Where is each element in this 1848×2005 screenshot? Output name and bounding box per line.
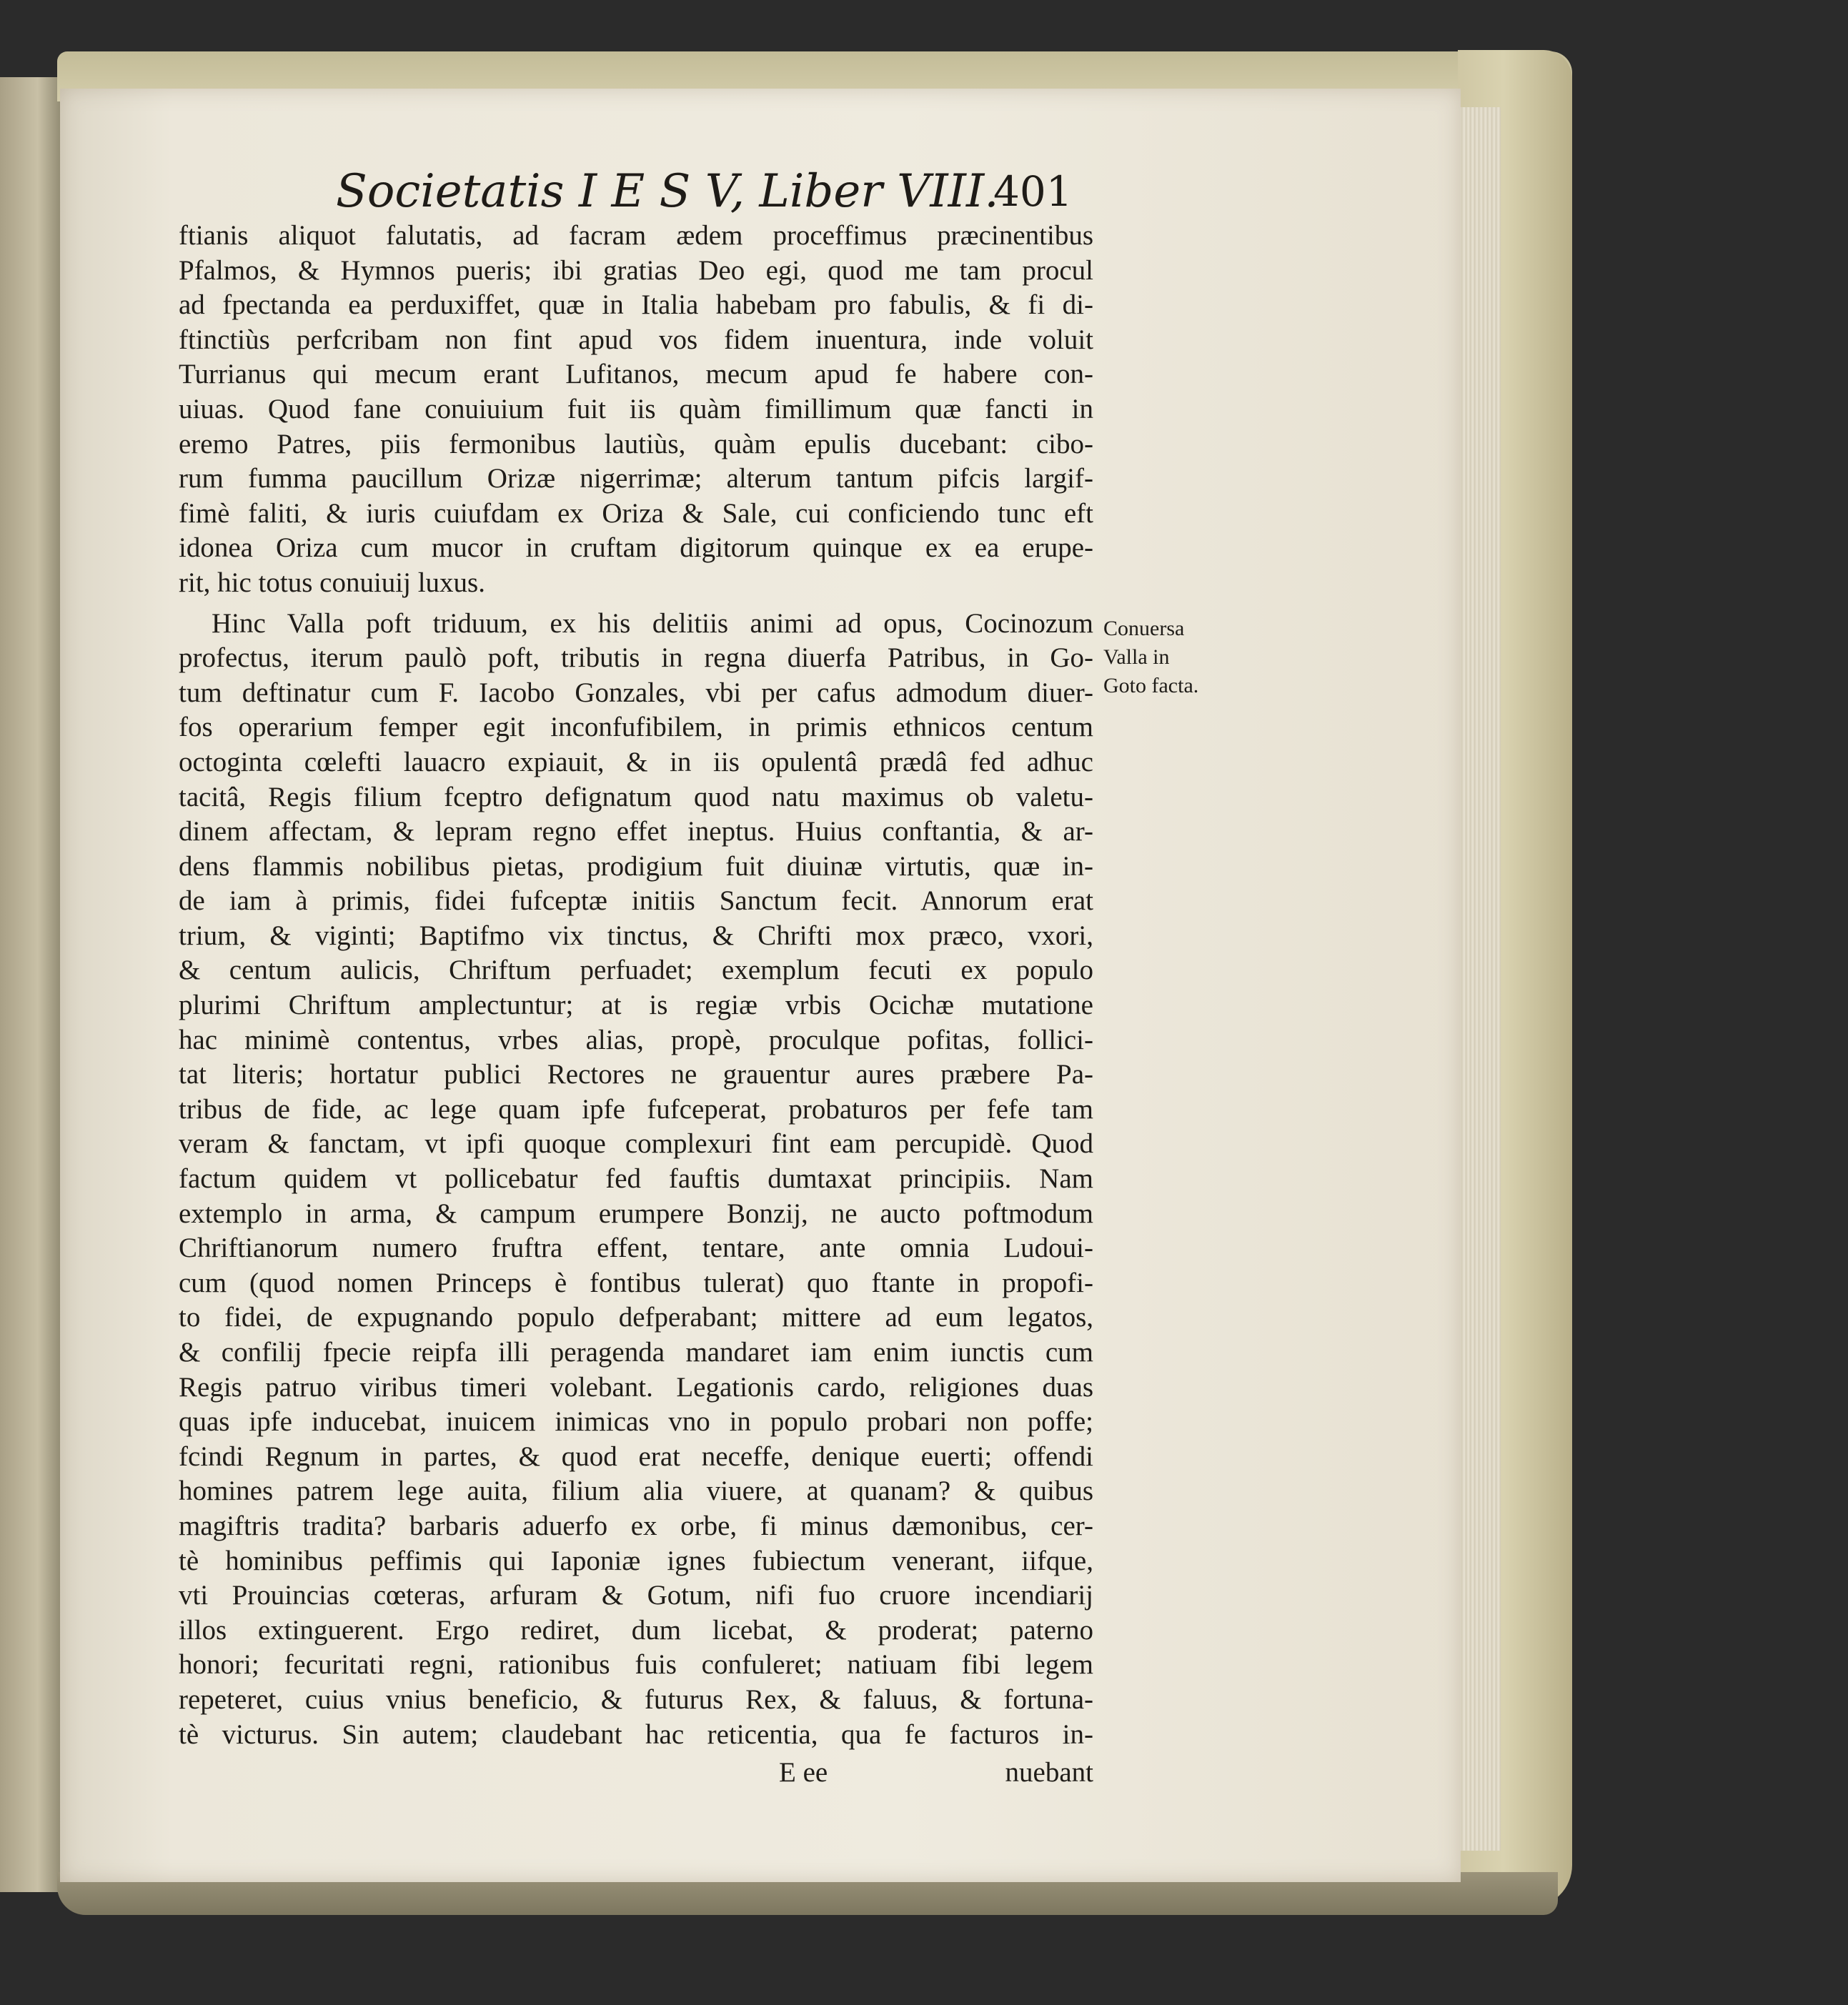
text-line: fimè faliti, & iuris cuiufdam ex Oriza & Sale, cui conficiendo tunc eft	[179, 497, 1093, 529]
text-line: extemplo in arma, & campum erumpere Bonzij, ne aucto poftmodum	[179, 1198, 1093, 1229]
text-line: illos extinguerent. Ergo rediret, dum licebat, & proderat; paterno	[179, 1614, 1093, 1646]
page-footer	[179, 1755, 1093, 1791]
paragraph-gap	[179, 601, 1093, 607]
text-line: Hinc Valla poft triduum, ex his delitiis animi ad opus, Cocinozum	[212, 607, 1093, 639]
text-line: dens flammis nobilibus pietas, prodigium fuit diuinæ virtutis, quæ in-	[179, 850, 1093, 882]
text-line: fos operarium femper egit inconfufibilem, in primis ethnicos centum	[179, 712, 1093, 743]
text-line: & confilij fpecie reipfa illi peragenda mandaret iam enim iunctis cum	[179, 1337, 1093, 1368]
text-line: rit, hic totus conuiuij luxus.	[179, 567, 485, 598]
text-line: Turrianus qui mecum erant Lufitanos, mecum apud fe habere con-	[179, 359, 1093, 390]
text-line: homines patrem lege auita, filium alia viuere, at quanam? & quibus	[179, 1476, 1093, 1507]
text-line: eremo Patres, piis fermonibus lautiùs, quàm epulis ducebant: cibo-	[179, 428, 1093, 459]
text-line: tacitâ, Regis filium fceptro defignatum quod natu maximus ob valetu-	[179, 781, 1093, 812]
running-head-title: Societatis I E S V, Liber VIII.	[336, 165, 999, 218]
text-line: plurimi Chriftum amplectuntur; at is regiæ vrbis Ocichæ mutatione	[179, 990, 1093, 1021]
text-line: hac minimè contentus, vrbes alias, propè, proculque pofitas, follici-	[179, 1024, 1093, 1055]
text-line: rum fumma paucillum Orizæ nigerrimæ; alterum tantum pifcis largif-	[179, 463, 1093, 494]
text-line: quas ipfe inducebat, inuicem inimicas vno in populo probari non poffe;	[179, 1406, 1093, 1438]
text-line: tè victurus. Sin autem; claudebant hac reticentia, qua fe facturos in-	[179, 1718, 1093, 1750]
marginal-note	[1103, 615, 1246, 700]
text-line: repeteret, cuius vnius beneficio, & futurus Rex, & faluus, & fortuna-	[179, 1683, 1093, 1715]
text-line: & centum aulicis, Chriftum perfuadet; exemplum fecuti ex populo	[179, 955, 1093, 986]
text-line: cum (quod nomen Princeps è fontibus tulerat) quo ftante in propofi-	[179, 1267, 1093, 1298]
page-number: 401	[993, 167, 1073, 216]
text-line: tè hominibus peffimis qui Iaponiæ ignes fubiectum venerant, iifque,	[179, 1545, 1093, 1576]
text-line: Regis patruo viribus timeri volebant. Legationis cardo, religiones duas	[179, 1371, 1093, 1403]
text-line: profectus, iterum paulò poft, tributis in regna diuerfa Patribus, in Go-	[179, 642, 1093, 674]
text-line: uiuas. Quod fane conuiuium fuit iis quàm fimillimum quæ fancti in	[179, 393, 1093, 424]
text-line: tribus de fide, ac lege quam ipfe fufceperat, probaturos per fefe tam	[179, 1093, 1093, 1125]
body-text	[179, 219, 1093, 1752]
marginal-note-line: Valla in	[1103, 645, 1170, 669]
text-line: tum deftinatur cum F. Iacobo Gonzales, vbi per cafus admodum diuer-	[179, 677, 1093, 708]
text-line: magiftris tradita? barbaris aduerfo ex orbe, fi minus dæmonibus, cer-	[179, 1510, 1093, 1541]
text-line: ftianis aliquot falutatis, ad facram ædem proceffimus præcinentibus	[179, 220, 1093, 251]
running-head	[336, 163, 1093, 220]
text-line: de iam à primis, fidei fufceptæ initiis Sanctum fecit. Annorum erat	[179, 885, 1093, 917]
text-line: ad fpectanda ea perduxiffet, quæ in Italia habebam pro fabulis, & fi di-	[179, 289, 1093, 321]
signature-mark: E ee	[779, 1757, 828, 1788]
text-line: vti Prouincias cœteras, arfuram & Gotum, nifi fuo cruore incendiarij	[179, 1580, 1093, 1611]
text-line: ftinctiùs perfcribam non fint apud vos fidem inuentura, inde voluit	[179, 324, 1093, 355]
text-line: trium, & viginti; Baptifmo vix tinctus, & Chrifti mox præco, vxori,	[179, 920, 1093, 951]
page-block-edges	[1458, 107, 1501, 1851]
text-line: honori; fecuritati regni, rationibus fuis confuleret; natiuam fibi legem	[179, 1649, 1093, 1681]
text-line: dinem affectam, & lepram regno effet ineptus. Huius conftantia, & ar-	[179, 816, 1093, 847]
marginal-note-line: Goto facta.	[1103, 674, 1199, 697]
text-line: to fidei, de expugnando populo defperabant; mittere ad eum legatos,	[179, 1302, 1093, 1333]
facing-page-edge	[0, 77, 63, 1892]
marginal-note-line: Conuersa	[1103, 617, 1185, 640]
text-line: idonea Oriza cum mucor in cruftam digitorum quinque ex ea erupe-	[179, 532, 1093, 564]
catchword: nuebant	[1005, 1757, 1093, 1788]
text-line: tat literis; hortatur publici Rectores ne grauentur aures præbere Pa-	[179, 1059, 1093, 1090]
text-line: Pfalmos, & Hymnos pueris; ibi gratias Deo egi, quod me tam procul	[179, 254, 1093, 286]
text-line: octoginta cœlefti lauacro expiauit, & in iis opulentâ prædâ fed adhuc	[179, 746, 1093, 777]
text-line: factum quidem vt pollicebatur fed fauftis dumtaxat principiis. Nam	[179, 1163, 1093, 1195]
text-line: veram & fanctam, vt ipfi quoque complexuri fint eam percupidè. Quod	[179, 1128, 1093, 1160]
text-line: fcindi Regnum in partes, & quod erat neceffe, denique euerti; offendi	[179, 1441, 1093, 1472]
text-line: Chriftianorum numero fruftra effent, tentare, ante omnia Ludoui-	[179, 1233, 1093, 1264]
